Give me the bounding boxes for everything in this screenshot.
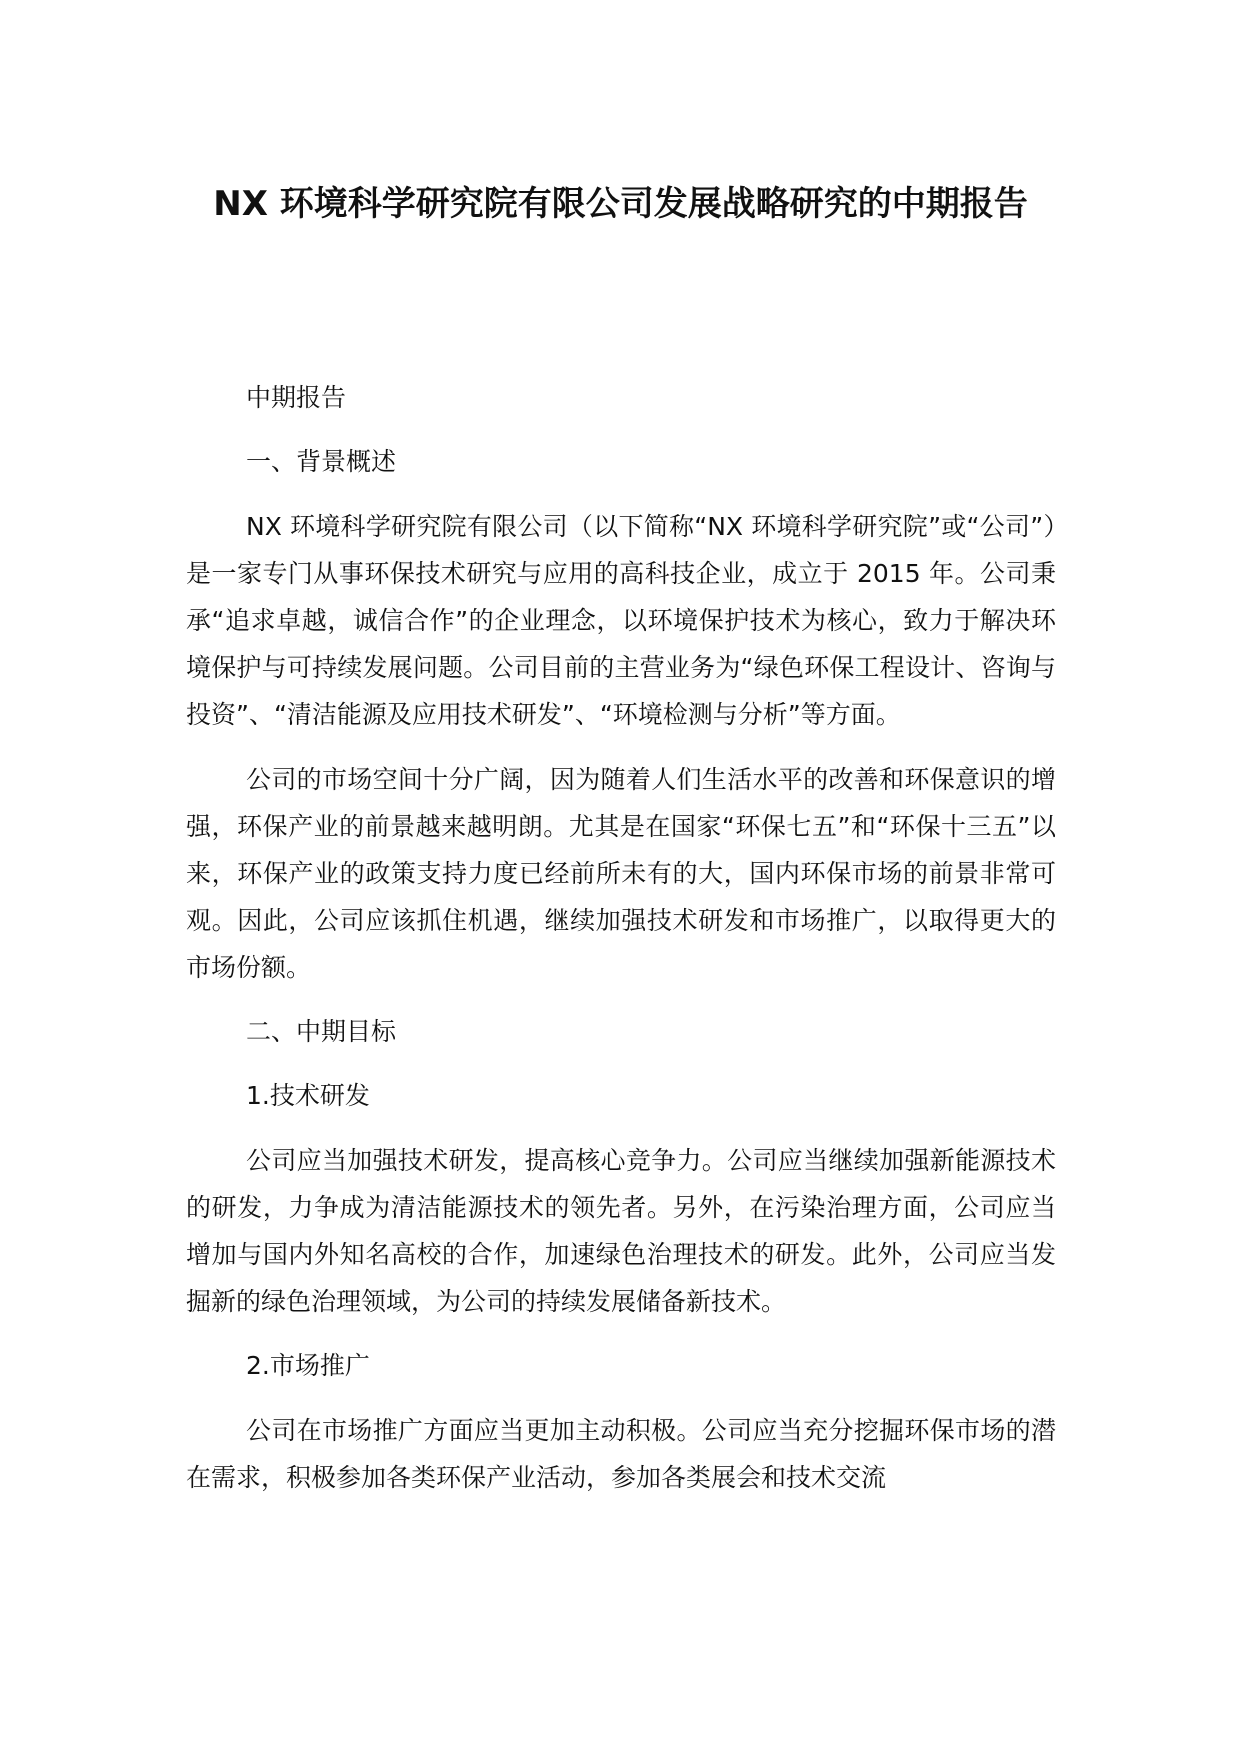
document-body bbox=[186, 375, 1056, 1519]
paragraph-company-intro: NX 环境科学研究院有限公司（以下简称“NX 环境科学研究院”或“公司”）是一家专门从事环保技术研究与应用的高科技企业，成立于 2015 年。公司秉承“追求卓越，诚信合作”的企业理念，以环境保护技术为核心，致力于解决环境保护与可持续发展问题。公司目前的主营业务为“绿色环保工程设计、咨询与投资”、“清洁能源及应用技术研发”、“环境检测与分析”等方面。 bbox=[186, 512, 1056, 729]
section-heading-background: 一、背景概述 bbox=[246, 447, 397, 476]
document-title: NX 环境科学研究院有限公司发展战略研究的中期报告 bbox=[213, 184, 1028, 224]
section-heading-midterm-report: 中期报告 bbox=[246, 383, 347, 412]
subheading-tech-rd: 1.技术研发 bbox=[246, 1081, 370, 1110]
section-heading-midterm-goals: 二、中期目标 bbox=[246, 1017, 397, 1046]
paragraph-market-promotion: 公司在市场推广方面应当更加主动积极。公司应当充分挖掘环保市场的潜在需求，积极参加各类环保产业活动，参加各类展会和技术交流 bbox=[186, 1416, 1056, 1492]
paragraph-tech-rd: 公司应当加强技术研发，提高核心竞争力。公司应当继续加强新能源技术的研发，力争成为清洁能源技术的领先者。另外，在污染治理方面，公司应当增加与国内外知名高校的合作，加速绿色治理技术的研发。此外，公司应当发掘新的绿色治理领域，为公司的持续发展储备新技术。 bbox=[186, 1146, 1056, 1316]
paragraph-market-outlook: 公司的市场空间十分广阔，因为随着人们生活水平的改善和环保意识的增强，环保产业的前景越来越明朗。尤其是在国家“环保七五”和“环保十三五”以来，环保产业的政策支持力度已经前所未有的大，国内环保市场的前景非常可观。因此，公司应该抓住机遇，继续加强技术研发和市场推广，以取得更大的市场份额。 bbox=[186, 765, 1056, 982]
subheading-market-promotion: 2.市场推广 bbox=[246, 1351, 370, 1380]
